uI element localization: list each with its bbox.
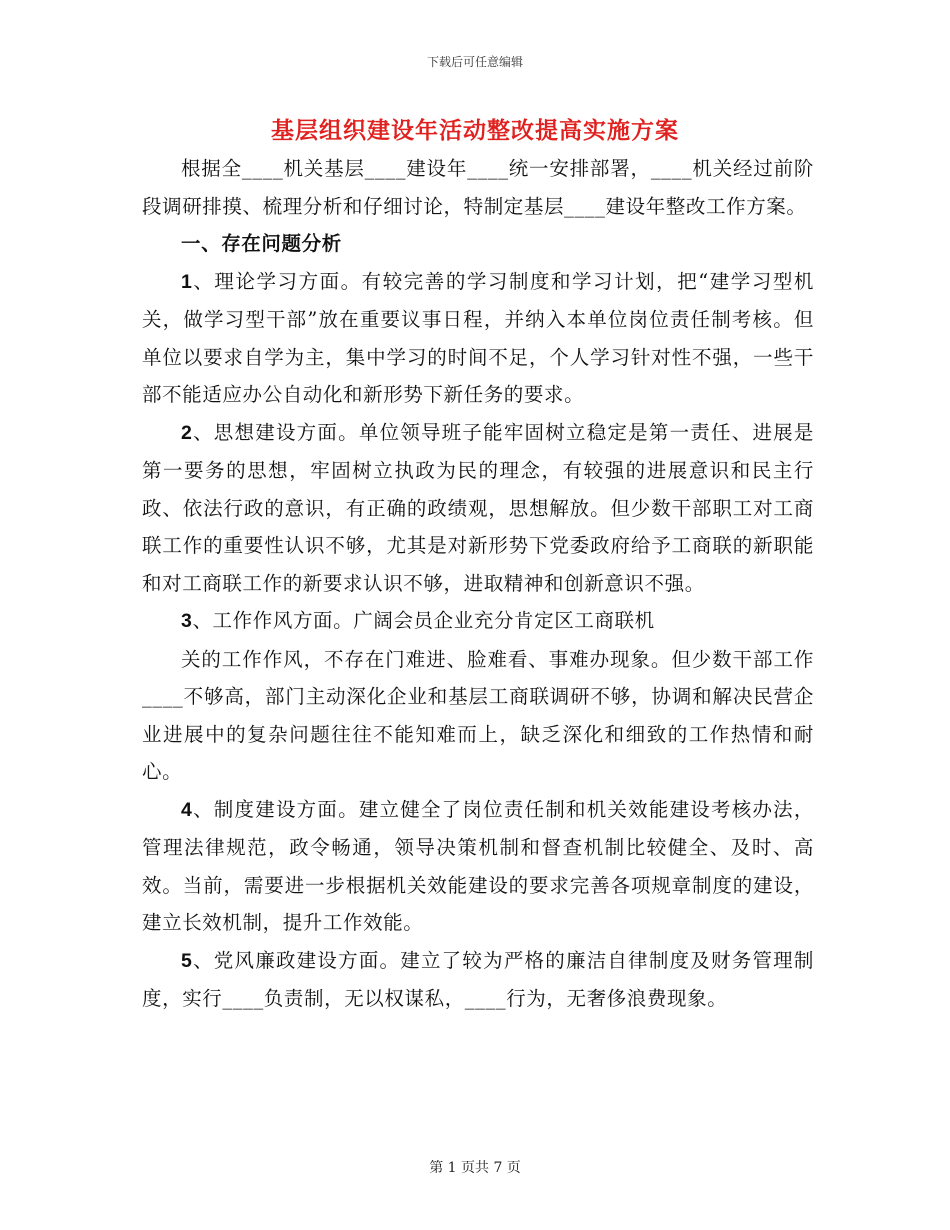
item-number: 4 <box>181 798 193 821</box>
item-number: 1 <box>181 270 193 293</box>
item-text: 、制度建设方面。建立健全了岗位责任制和机关效能建设考核办法，管理法律规范，政令畅通，领导决策机制和督查机制比较健全、及时、高效。当前，需要进一步根据机关效能建设的要求完善各项规章制度的建设，建立长效机制，提升工作效能。 <box>142 797 814 934</box>
section-heading: 一、存在问题分析 <box>181 232 342 255</box>
intro-paragraph: 根据全____机关基层____建设年____统一安排部署，____机关经过前阶段调研排摸、梳理分析和仔细讨论，特制定基层____建设年整改工作方案。 <box>142 157 814 218</box>
page-footer: 第 1 页共 7 页 <box>429 1160 521 1176</box>
document-title: 基层组织建设年活动整改提高实施方案 <box>271 117 679 144</box>
paragraph-item-3-continued <box>142 641 814 791</box>
page-header: 下载后可任意编辑 <box>426 55 523 69</box>
paragraph-item-1 <box>142 263 814 414</box>
item-text: 、工作作风方面。广阔会员企业充分肯定区工商联机 <box>192 609 655 632</box>
item-text: 、党风廉政建设方面。建立了较为严格的廉洁自律制度及财务管理制度，实行____负责制，无以权谋私，____行为，无奢侈浪费现象。 <box>142 948 814 1010</box>
item-text: 、思想建设方面。单位领导班子能牢固树立稳定是第一责任、进展是第一要务的思想，牢固树立执政为民的理念，有较强的进展意识和民主行政、依法行政的意识，有正确的政绩观，思想解放。但少数干部职工对工商联工作的重要性认识不够，尤其是对新形势下党委政府给予工商联的新职能和对工商联工作的新要求认识不够，进取精神和创新意识不强。 <box>142 420 814 595</box>
paragraph-item-3 <box>142 602 814 641</box>
item-text: 、理论学习方面。有较完善的学习制度和学习计划，把“建学习型机关，做学习型干部”放在重要议事日程，并纳入本单位岗位责任制考核。但单位以要求自学为主，集中学习的时间不足，个人学习针对性不强，一些干部不能适应办公自动化和新形势下新任务的要求。 <box>142 269 814 406</box>
paragraph-item-2 <box>142 414 814 603</box>
paragraph-item-4 <box>142 791 814 942</box>
document-body <box>142 150 814 1018</box>
paragraph-item-5 <box>142 942 814 1018</box>
item-number: 5 <box>181 949 193 972</box>
item-number: 2 <box>181 421 193 444</box>
item-number: 3 <box>181 610 193 632</box>
item-text: 关的工作作风，不存在门难进、脸难看、事难办现象。但少数干部工作____不够高，部门主动深化企业和基层工商联调研不够，协调和解决民营企业进展中的复杂问题往往不能知难而上，缺乏深化和细致的工作热情和耐心。 <box>142 647 814 783</box>
